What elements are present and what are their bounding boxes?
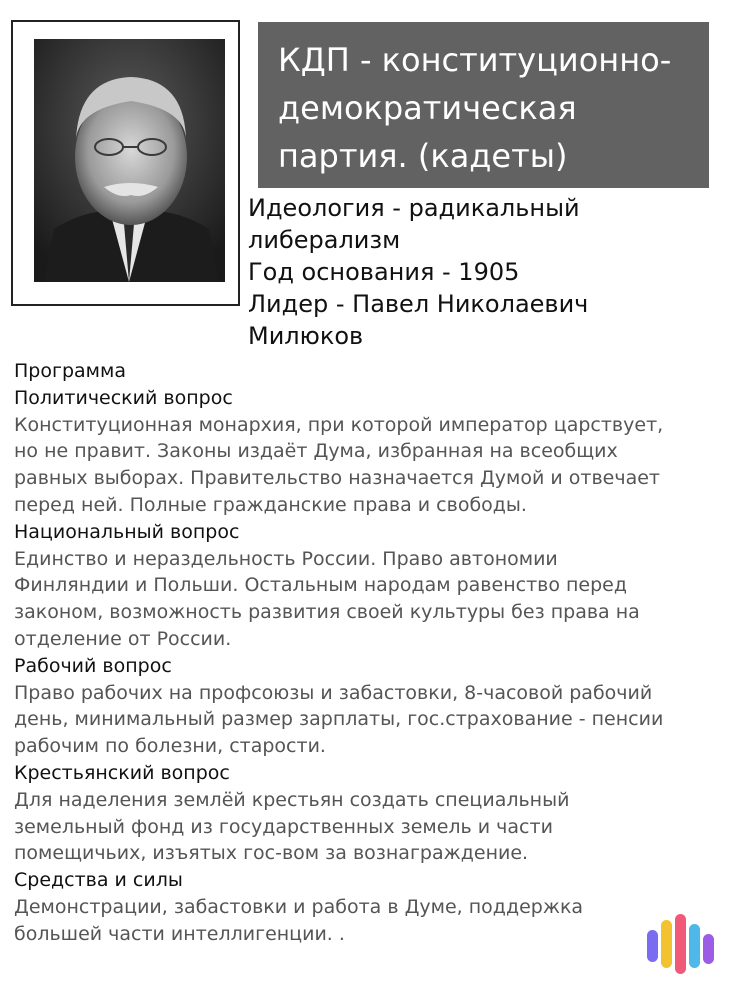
body-line: Конституционная монархия, при которой император царствует,: [14, 413, 664, 436]
fact-line: Лидер - Павел Николаевич: [248, 290, 589, 318]
body-line: Для наделения землёй крестьян создать специальный: [14, 788, 570, 811]
section-body-means: [14, 894, 724, 948]
section-body-political: [14, 412, 724, 519]
fact-line: Милюков: [248, 322, 364, 350]
party-facts: [248, 192, 718, 352]
fact-line: либерализм: [248, 226, 401, 254]
body-line: но не правит. Законы издаёт Дума, избранная на всеобщих: [14, 440, 618, 463]
section-body-peasant: [14, 787, 724, 867]
body-line: большей части интеллигенции. .: [14, 922, 345, 945]
fact-line: Идеология - радикальный: [248, 194, 580, 222]
section-heading-labor: Рабочий вопрос: [14, 654, 172, 677]
body-line: Финляндии и Польши. Остальным народам равенство перед: [14, 574, 627, 597]
section-heading-means: Средства и силы: [14, 869, 183, 892]
program-heading: Программа: [14, 360, 126, 382]
body-line: помещичьих, изъятых гос-вом за вознаграждение.: [14, 842, 529, 865]
page-title: КДП - конституционно-демократическая партия. (кадеты): [258, 22, 709, 188]
body-line: Единство и нераздельность России. Право автономии: [14, 547, 558, 570]
body-line: равных выборах. Правительство назначается Думой и отвечает: [14, 467, 660, 490]
body-line: Право рабочих на профсоюзы и забастовки, 8-часовой рабочий: [14, 681, 653, 704]
section-heading-peasant: Крестьянский вопрос: [14, 761, 230, 784]
body-line: Демонстрации, забастовки и работа в Думе, поддержка: [14, 895, 584, 918]
body-line: законом, возможность развития своей культуры без права на: [14, 601, 640, 624]
fact-line: Год основания - 1905: [248, 258, 520, 286]
body-line: отделение от России.: [14, 627, 232, 650]
colorful-logo-icon: [645, 912, 721, 980]
program-section: [14, 358, 724, 948]
section-heading-political: Политический вопрос: [14, 386, 233, 409]
body-line: день, минимальный размер зарплаты, гос.страхование - пенсии: [14, 708, 664, 731]
section-body-labor: [14, 680, 724, 760]
portrait-frame: [11, 20, 240, 306]
body-line: рабочим по болезни, старости.: [14, 735, 326, 758]
body-line: земельный фонд из государственных земель и части: [14, 815, 553, 838]
section-body-national: [14, 546, 724, 653]
section-heading-national: Национальный вопрос: [14, 520, 240, 543]
body-line: перед ней. Полные гражданские права и свободы.: [14, 493, 527, 516]
portrait-photo: [34, 39, 225, 282]
